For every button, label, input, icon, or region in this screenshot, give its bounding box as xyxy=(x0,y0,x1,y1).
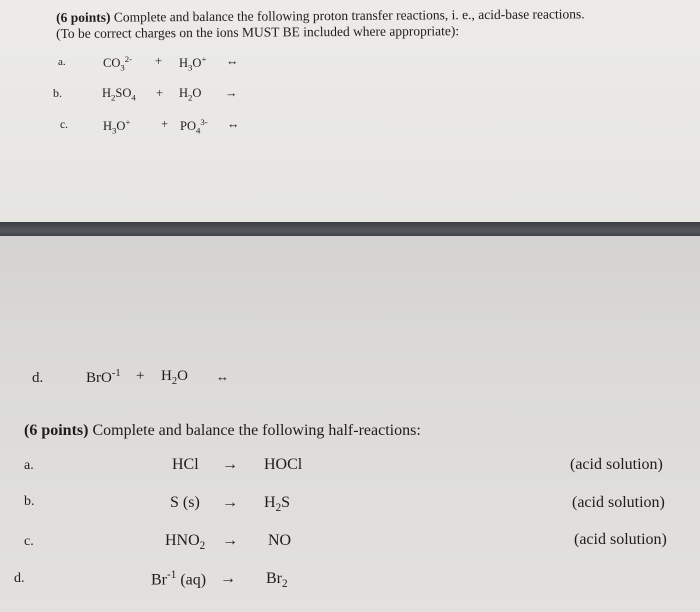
reaction-b-arrow: → xyxy=(225,86,238,100)
reaction-b-plus: + xyxy=(156,86,164,100)
reaction-c-reactant1: $H_3O^+$ xyxy=(103,117,131,136)
half-reaction-a-product: HOCl xyxy=(264,456,303,473)
half-reaction-b-condition: (acid solution) xyxy=(572,494,665,511)
question1-instruction: Complete and balance the following proton transfer reactions, i. e., acid-base reactions. xyxy=(113,6,585,25)
half-reaction-b-product: $H_2S$ xyxy=(264,494,291,515)
reaction-a-reactant1: $CO_3^{2-}$ xyxy=(103,54,133,73)
reaction-c-plus: + xyxy=(161,117,169,131)
question1-points: (6 points) xyxy=(56,9,111,25)
reaction-label-a: a. xyxy=(58,56,66,68)
reaction-b-reactant2: $H_2O$ xyxy=(179,86,202,103)
half-reaction-b-reactant: S (s) xyxy=(170,494,200,511)
reaction-d-arrow: ↔ xyxy=(216,369,229,384)
reaction-c-arrow: ↔ xyxy=(227,117,240,131)
reaction-d-plus: + xyxy=(136,368,145,384)
worksheet-page-bottom xyxy=(0,236,700,612)
half-reaction-label-b: b. xyxy=(24,494,35,509)
half-reaction-a-condition: (acid solution) xyxy=(570,456,663,473)
half-reaction-c-condition: (acid solution) xyxy=(574,531,667,548)
question2-heading xyxy=(24,422,421,440)
half-reaction-label-d: d. xyxy=(14,571,25,586)
question2-instruction: Complete and balance the following half-reactions: xyxy=(92,422,421,439)
reaction-a-arrow: ↔ xyxy=(226,54,239,68)
half-reaction-c-reactant: $HNO_2$ xyxy=(165,532,206,553)
half-reaction-b-arrow: → xyxy=(222,494,238,511)
reaction-label-b: b. xyxy=(53,86,62,100)
reaction-label-c: c. xyxy=(60,119,68,131)
half-reaction-label-a: a. xyxy=(24,458,34,473)
reaction-c-reactant2: $PO_4^{3-}$ xyxy=(180,117,208,136)
reaction-a-plus: + xyxy=(155,54,163,68)
half-reaction-a-arrow: → xyxy=(222,456,238,473)
reaction-a-reactant2: $H_3O^+$ xyxy=(179,54,207,73)
reaction-label-d: d. xyxy=(32,370,44,386)
half-reaction-c-product: NO xyxy=(268,532,292,549)
half-reaction-d-arrow: → xyxy=(220,570,236,587)
half-reaction-a-reactant: HCl xyxy=(172,456,199,473)
reaction-d-reactant2: $H_2O$ xyxy=(161,368,188,387)
page-divider xyxy=(0,222,700,236)
reaction-b-reactant1: $H_2SO_4$ xyxy=(102,86,136,103)
half-reaction-label-c: c. xyxy=(24,534,34,549)
question1-heading xyxy=(56,6,585,26)
question2-points: (6 points) xyxy=(24,422,89,439)
half-reaction-c-arrow: → xyxy=(222,532,238,549)
reaction-d-reactant1: BrO$^{-1}$ xyxy=(86,368,121,386)
worksheet-page-top xyxy=(0,0,700,222)
half-reaction-d-reactant: $Br^{-1}$ (aq) xyxy=(151,569,207,589)
half-reaction-d-product: $Br_2$ xyxy=(266,570,288,591)
question1-note: (To be correct charges on the ions MUST BE included where appropriate): xyxy=(56,23,460,41)
